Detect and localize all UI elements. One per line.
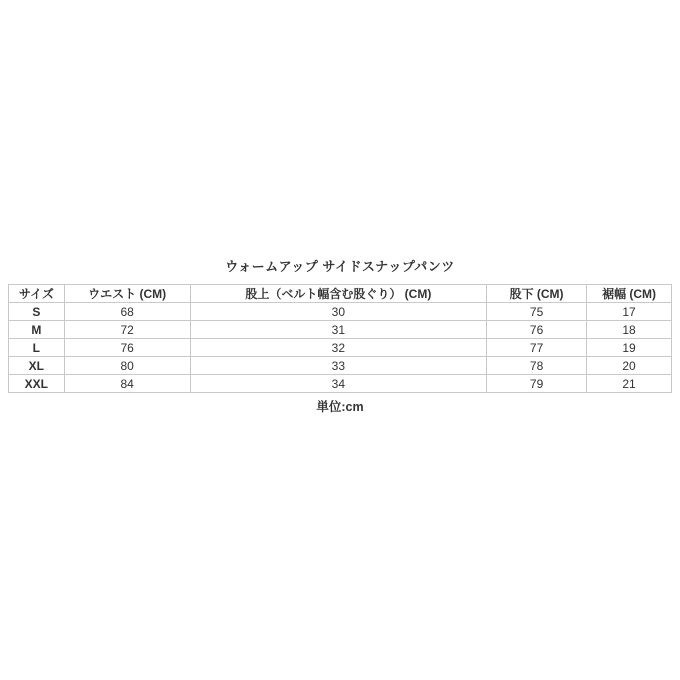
rise-cell: 33 bbox=[190, 357, 486, 375]
waist-cell: 84 bbox=[64, 375, 190, 393]
hem-cell: 18 bbox=[587, 321, 672, 339]
rise-cell: 32 bbox=[190, 339, 486, 357]
waist-cell: 76 bbox=[64, 339, 190, 357]
table-row bbox=[9, 339, 672, 357]
rise-cell: 30 bbox=[190, 303, 486, 321]
inseam-cell: 77 bbox=[487, 339, 587, 357]
hem-cell: 21 bbox=[587, 375, 672, 393]
col-header-size: サイズ bbox=[9, 285, 65, 303]
size-cell: XL bbox=[9, 357, 65, 375]
col-header-rise: 股上（ベルト幅含む股ぐり） (CM) bbox=[190, 285, 486, 303]
size-cell: L bbox=[9, 339, 65, 357]
product-title: ウォームアップ サイドスナップパンツ bbox=[225, 259, 455, 274]
table-row bbox=[9, 321, 672, 339]
size-cell: M bbox=[9, 321, 65, 339]
hem-cell: 17 bbox=[587, 303, 672, 321]
table-row bbox=[9, 375, 672, 393]
rise-cell: 34 bbox=[190, 375, 486, 393]
col-header-waist: ウエスト (CM) bbox=[64, 285, 190, 303]
inseam-cell: 79 bbox=[487, 375, 587, 393]
size-table bbox=[8, 284, 672, 393]
table-row bbox=[9, 303, 672, 321]
hem-cell: 20 bbox=[587, 357, 672, 375]
inseam-cell: 78 bbox=[487, 357, 587, 375]
table-header-row bbox=[9, 285, 672, 303]
size-cell: XXL bbox=[9, 375, 65, 393]
waist-cell: 72 bbox=[64, 321, 190, 339]
inseam-cell: 75 bbox=[487, 303, 587, 321]
table-row bbox=[9, 357, 672, 375]
hem-cell: 19 bbox=[587, 339, 672, 357]
rise-cell: 31 bbox=[190, 321, 486, 339]
col-header-hem: 裾幅 (CM) bbox=[587, 285, 672, 303]
size-cell: S bbox=[9, 303, 65, 321]
col-header-inseam: 股下 (CM) bbox=[487, 285, 587, 303]
waist-cell: 68 bbox=[64, 303, 190, 321]
waist-cell: 80 bbox=[64, 357, 190, 375]
inseam-cell: 76 bbox=[487, 321, 587, 339]
unit-note: 単位:cm bbox=[316, 400, 364, 414]
